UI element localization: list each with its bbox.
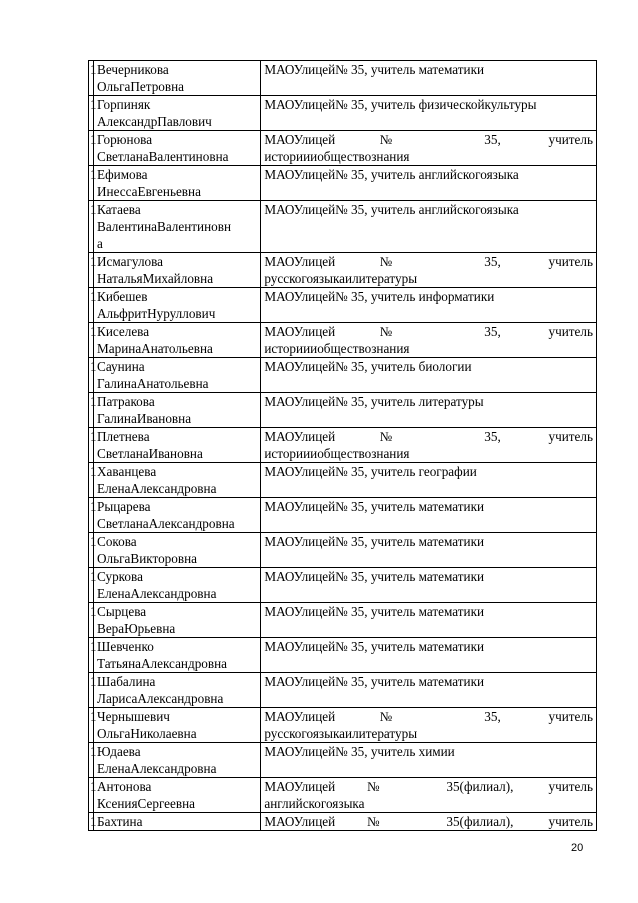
teacher-name-cell — [94, 166, 261, 201]
table-row — [89, 463, 597, 498]
table-row — [89, 358, 597, 393]
teacher-name-cell — [94, 708, 261, 743]
teacher-name-cell — [94, 498, 261, 533]
row-number: 1 — [89, 673, 94, 708]
teacher-name-line: Плетнева — [97, 429, 150, 444]
row-number: 1 — [90, 814, 97, 829]
workplace-line: МАОУлицей№ 35(филиал), учитель — [264, 779, 593, 794]
workplace-line: МАОУлицей№ 35, учитель — [264, 709, 593, 724]
teacher-name-line: СветланаАлександровна — [97, 516, 235, 531]
teacher-name-line: ИнессаЕвгеньевна — [97, 184, 201, 199]
teacher-name-cell — [94, 358, 261, 393]
teacher-name-line: Бахтина — [97, 814, 143, 829]
table-row — [89, 253, 597, 288]
workplace-cell — [261, 673, 597, 708]
workplace-cell — [261, 201, 597, 253]
table-row — [89, 131, 597, 166]
teacher-name-line: АлександрПавлович — [97, 114, 212, 129]
table-row — [89, 778, 597, 813]
teacher-name-line: ОльгаПетровна — [97, 79, 185, 94]
teacher-name-cell — [94, 813, 261, 831]
teacher-name-line: Сокова — [97, 534, 137, 549]
table-row — [89, 393, 597, 428]
teacher-name-line: ЕленаАлександровна — [97, 586, 217, 601]
teacher-name-line: ОльгаВикторовна — [97, 551, 198, 566]
workplace-line: МАОУлицей№ 35, учитель математики — [264, 62, 485, 77]
table-row — [89, 323, 597, 358]
teacher-name-cell — [94, 96, 261, 131]
teacher-name-cell — [94, 428, 261, 463]
table-row — [89, 603, 597, 638]
row-number: 1 — [89, 568, 94, 603]
teacher-name-line: Кибешев — [97, 289, 148, 304]
teacher-name-line: Антонова — [97, 779, 152, 794]
teacher-name-line: ГалинаИвановна — [97, 411, 192, 426]
teacher-name-line: Суркова — [97, 569, 143, 584]
row-number: 1 — [89, 708, 94, 743]
table-row — [89, 428, 597, 463]
table-row — [89, 96, 597, 131]
workplace-line: МАОУлицей№ 35, учитель математики — [264, 604, 485, 619]
teacher-name-line: Юдаева — [97, 744, 141, 759]
table-row — [89, 166, 597, 201]
row-number: 1 — [89, 131, 94, 166]
teacher-name-cell — [94, 533, 261, 568]
workplace-line: МАОУлицей№ 35, учитель английскогоязыка — [264, 167, 519, 182]
workplace-line: МАОУлицей№ 35, учитель математики — [264, 534, 485, 549]
teacher-name-line: ТатьянаАлександровна — [97, 656, 228, 671]
teacher-name-line: НатальяМихайловна — [97, 271, 214, 286]
table-row — [89, 201, 597, 253]
workplace-line: историииобществознания — [264, 149, 410, 164]
teacher-name-line: Шабалина — [97, 674, 156, 689]
workplace-line: МАОУлицей№ 35(филиал), учитель — [264, 814, 593, 829]
workplace-cell — [261, 708, 597, 743]
row-number: 1 — [89, 96, 94, 131]
row-number: 1 — [89, 743, 94, 778]
teacher-name-line: Хаванцева — [97, 464, 157, 479]
workplace-line: русскогоязыкаилитературы — [264, 271, 418, 286]
workplace-cell — [261, 603, 597, 638]
workplace-cell — [261, 288, 597, 323]
workplace-cell — [261, 743, 597, 778]
teacher-name-line: МаринаАнатольевна — [97, 341, 213, 356]
teacher-name-cell — [94, 61, 261, 96]
teacher-name-line: Горпиняк — [97, 97, 151, 112]
table-row — [89, 61, 597, 96]
workplace-line: МАОУлицей№ 35, учитель — [264, 132, 593, 147]
row-number: 1 — [89, 166, 94, 201]
teacher-name-line: Горюнова — [97, 132, 153, 147]
row-number: 1 — [89, 638, 94, 673]
row-number: 1 — [89, 533, 94, 568]
workplace-cell — [261, 61, 597, 96]
teacher-name-line: АльфритНуруллович — [97, 306, 216, 321]
row-number: 1 — [89, 778, 94, 813]
teacher-name-line: Шевченко — [97, 639, 154, 654]
table-row — [89, 533, 597, 568]
workplace-line: МАОУлицей№ 35, учитель географии — [264, 464, 477, 479]
workplace-cell — [261, 393, 597, 428]
workplace-cell — [261, 428, 597, 463]
row-number: 1 — [89, 603, 94, 638]
workplace-cell — [261, 358, 597, 393]
teacher-name-line: ЕленаАлександровна — [97, 481, 217, 496]
staff-table-body — [89, 61, 597, 831]
teacher-name-cell — [94, 393, 261, 428]
teacher-name-line: Патракова — [97, 394, 155, 409]
teacher-name-cell — [94, 568, 261, 603]
workplace-line: русскогоязыкаилитературы — [264, 726, 418, 741]
table-row — [89, 743, 597, 778]
teacher-name-line: Чернышевич — [97, 709, 170, 724]
workplace-line: МАОУлицей№ 35, учитель — [264, 324, 593, 339]
row-number: 1 — [89, 498, 94, 533]
teacher-name-cell — [94, 323, 261, 358]
workplace-line: МАОУлицей№ 35, учитель биологии — [264, 359, 472, 374]
row-number: 1 — [89, 323, 94, 358]
workplace-line: английскогоязыка — [264, 796, 365, 811]
workplace-cell — [261, 463, 597, 498]
workplace-line: МАОУлицей№ 35, учитель математики — [264, 499, 485, 514]
teacher-name-line: КсенияСергеевна — [97, 796, 196, 811]
teacher-name-cell — [94, 131, 261, 166]
workplace-line: МАОУлицей№ 35, учитель — [264, 429, 593, 444]
row-number: 1 — [89, 463, 94, 498]
teacher-name-line: Сырцева — [97, 604, 147, 619]
teacher-name-line: СветланаИвановна — [97, 446, 203, 461]
workplace-line: историииобществознания — [264, 341, 410, 356]
teacher-name-line: ВераЮрьевна — [97, 621, 176, 636]
row-number: 1 — [89, 253, 94, 288]
workplace-line: МАОУлицей№ 35, учитель математики — [264, 674, 485, 689]
teacher-name-line: ОльгаНиколаевна — [97, 726, 197, 741]
teacher-name-line: а — [97, 236, 103, 251]
workplace-line: МАОУлицей№ 35, учитель английскогоязыка — [264, 202, 519, 217]
workplace-line: историииобществознания — [264, 446, 410, 461]
workplace-line: МАОУлицей№ 35, учитель информатики — [264, 289, 495, 304]
teacher-name-cell — [94, 201, 261, 253]
teacher-name-line: Саунина — [97, 359, 145, 374]
teacher-name-cell — [94, 743, 261, 778]
workplace-line: МАОУлицей№ 35, учитель химии — [264, 744, 455, 759]
row-number: 1 — [89, 288, 94, 323]
teacher-name-line: Рыцарева — [97, 499, 151, 514]
teacher-name-line: ВалентинаВалентиновн — [97, 219, 232, 234]
workplace-line: МАОУлицей№ 35, учитель физическойкультуры — [264, 97, 537, 112]
teacher-name-cell — [94, 603, 261, 638]
teacher-name-line: Катаева — [97, 202, 141, 217]
teacher-name-line: СветланаВалентиновна — [97, 149, 229, 164]
workplace-cell — [261, 96, 597, 131]
row-number: 1 — [89, 393, 94, 428]
row-number: 1 — [89, 358, 94, 393]
row-number: 1 — [89, 61, 94, 96]
workplace-cell — [261, 253, 597, 288]
workplace-cell — [261, 131, 597, 166]
table-row — [89, 638, 597, 673]
table-row — [89, 813, 597, 831]
teacher-name-line: Вечерникова — [97, 62, 169, 77]
table-row — [89, 498, 597, 533]
teacher-name-line: ГалинаАнатольевна — [97, 376, 209, 391]
workplace-line: МАОУлицей№ 35, учитель математики — [264, 639, 485, 654]
teacher-name-cell — [94, 253, 261, 288]
table-row — [89, 708, 597, 743]
workplace-cell — [261, 166, 597, 201]
workplace-cell — [261, 498, 597, 533]
workplace-cell — [261, 568, 597, 603]
teacher-name-cell — [94, 673, 261, 708]
row-number: 1 — [89, 201, 94, 253]
teacher-name-line: Ефимова — [97, 167, 148, 182]
workplace-line: МАОУлицей№ 35, учитель — [264, 254, 593, 269]
staff-table — [88, 60, 597, 831]
teacher-name-cell — [94, 638, 261, 673]
workplace-line: МАОУлицей№ 35, учитель литературы — [264, 394, 484, 409]
workplace-cell — [261, 323, 597, 358]
teacher-name-line: ЕленаАлександровна — [97, 761, 217, 776]
teacher-name-cell — [94, 463, 261, 498]
teacher-name-line: Киселева — [97, 324, 150, 339]
teacher-name-cell — [94, 778, 261, 813]
table-row — [89, 568, 597, 603]
table-row — [89, 288, 597, 323]
workplace-cell — [261, 813, 597, 831]
teacher-name-cell — [94, 288, 261, 323]
workplace-line: МАОУлицей№ 35, учитель математики — [264, 569, 485, 584]
row-number: 1 — [89, 428, 94, 463]
table-row — [89, 673, 597, 708]
page-number: 20 — [571, 842, 584, 854]
workplace-cell — [261, 778, 597, 813]
teacher-name-line: ЛарисаАлександровна — [97, 691, 224, 706]
workplace-cell — [261, 638, 597, 673]
workplace-cell — [261, 533, 597, 568]
teacher-name-line: Исмагулова — [97, 254, 164, 269]
